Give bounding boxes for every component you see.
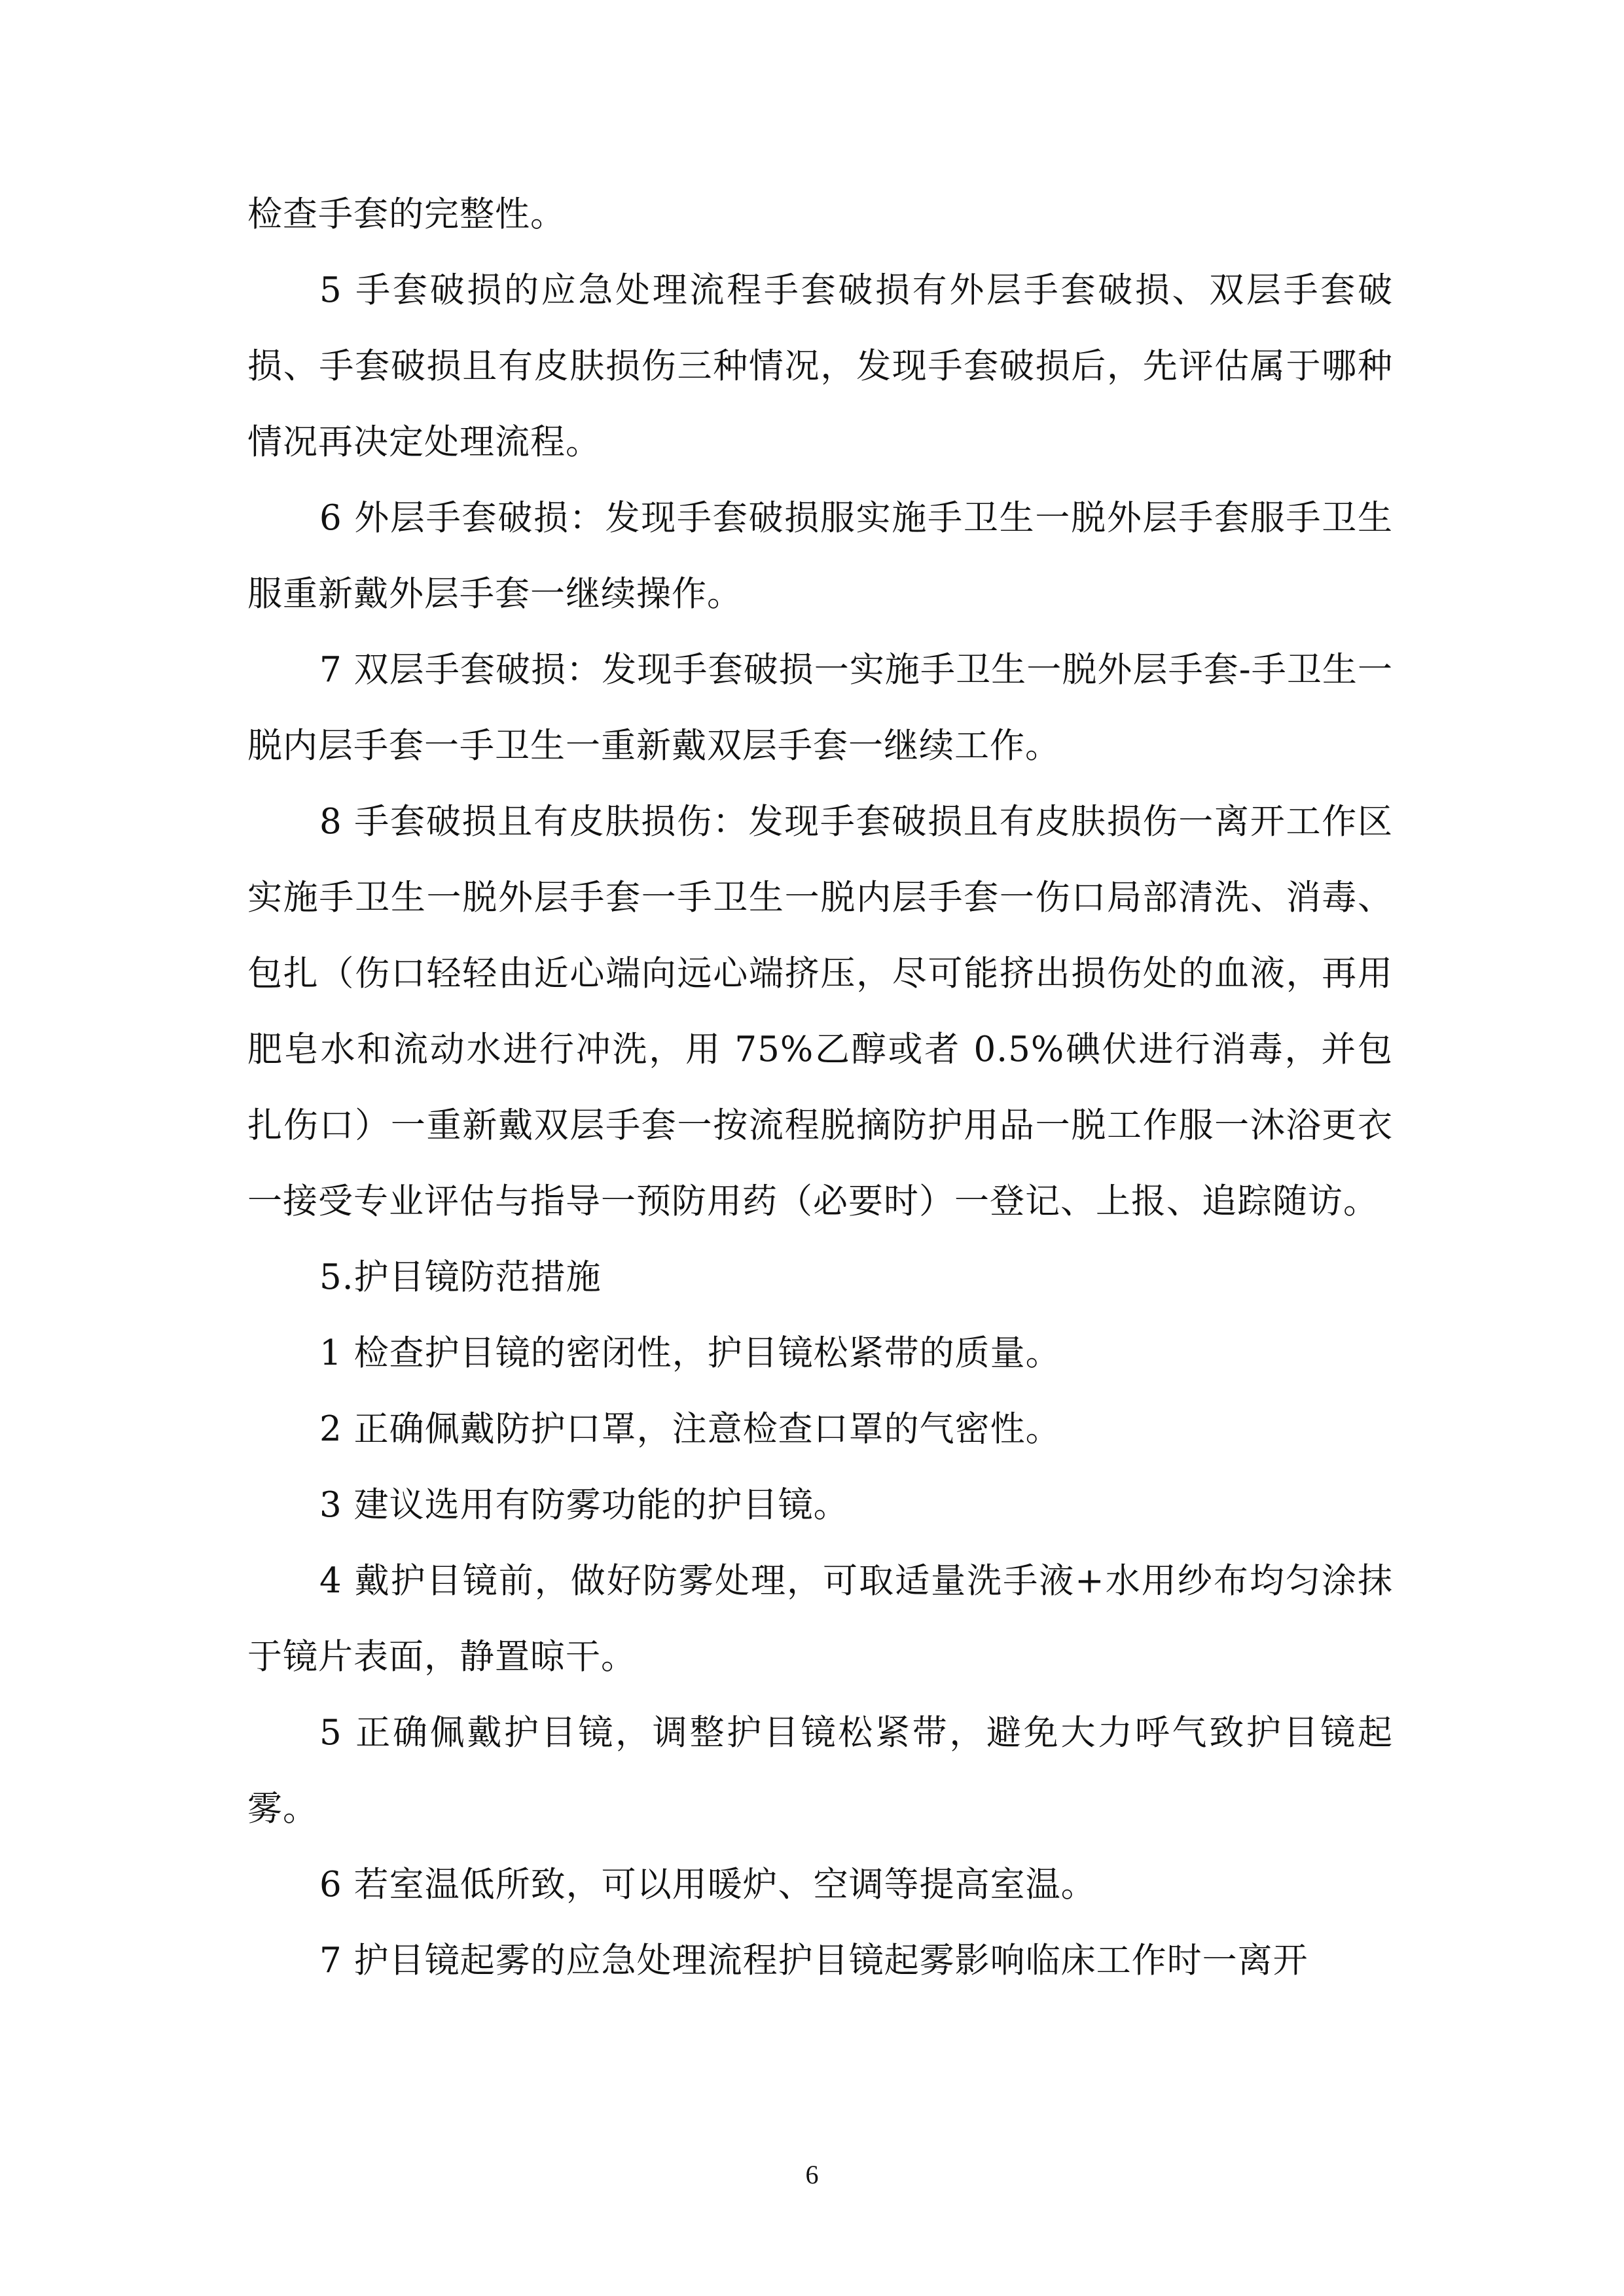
paragraph-mask-fit: 2 正确佩戴防护口罩，注意检查口罩的气密性。 bbox=[319, 1409, 1061, 1449]
paragraph-goggles-fog-emergency: 7 护目镜起雾的应急处理流程护目镜起雾影响临床工作时一离开 bbox=[319, 1941, 1308, 1981]
body-text bbox=[247, 177, 1393, 1999]
paragraph-glove-integrity: 检查手套的完整性。 bbox=[247, 194, 566, 234]
paragraph-double-glove-damage: 7 双层手套破损：发现手套破损一实施手卫生一脱外层手套-手卫生一脱内层手套一手卫生一重新戴双层手套一继续工作。 bbox=[247, 650, 1393, 766]
page-number: 6 bbox=[805, 2160, 819, 2189]
paragraph-glove-damage-emergency: 5 手套破损的应急处理流程手套破损有外层手套破损、双层手套破损、手套破损且有皮肤损伤三种情况，发现手套破损后，先评估属于哪种情况再决定处理流程。 bbox=[247, 270, 1393, 462]
paragraph-glove-damage-skin-injury: 8 手套破损且有皮肤损伤：发现手套破损且有皮肤损伤一离开工作区实施手卫生一脱外层手套一手卫生一脱内层手套一伤口局部清洗、消毒、包扎（伤口轻轻由近心端向远心端挤压，尽可能挤出损伤处的血液，再用肥皂水和流动水进行冲洗，用 75%乙醇或者 0.5%碘伏进行消毒，并包扎伤口）一重新戴双层手套一按流程脱摘防护用品一脱工作服一沐浴更衣一接受专业评估与指导一预防用药（必要时）一登记、上报、追踪随访。 bbox=[247, 802, 1393, 1221]
paragraph-antifog-goggles: 3 建议选用有防雾功能的护目镜。 bbox=[319, 1485, 849, 1525]
section-heading-goggles: 5.护目镜防范措施 bbox=[319, 1257, 602, 1297]
paragraph-goggles-seal: 1 检查护目镜的密闭性，护目镜松紧带的质量。 bbox=[319, 1333, 1061, 1373]
paragraph-outer-glove-damage: 6 外层手套破损：发现手套破损服实施手卫生一脱外层手套服手卫生服重新戴外层手套一继续操作。 bbox=[247, 498, 1393, 614]
paragraph-wear-goggles: 5 正确佩戴护目镜，调整护目镜松紧带，避免大力呼气致护目镜起雾。 bbox=[247, 1713, 1393, 1829]
paragraph-antifog-treatment: 4 戴护目镜前，做好防雾处理，可取适量洗手液+水用纱布均匀涂抹于镜片表面，静置晾干。 bbox=[247, 1561, 1393, 1677]
paragraph-room-temperature: 6 若室温低所致，可以用暖炉、空调等提高室温。 bbox=[319, 1865, 1096, 1905]
